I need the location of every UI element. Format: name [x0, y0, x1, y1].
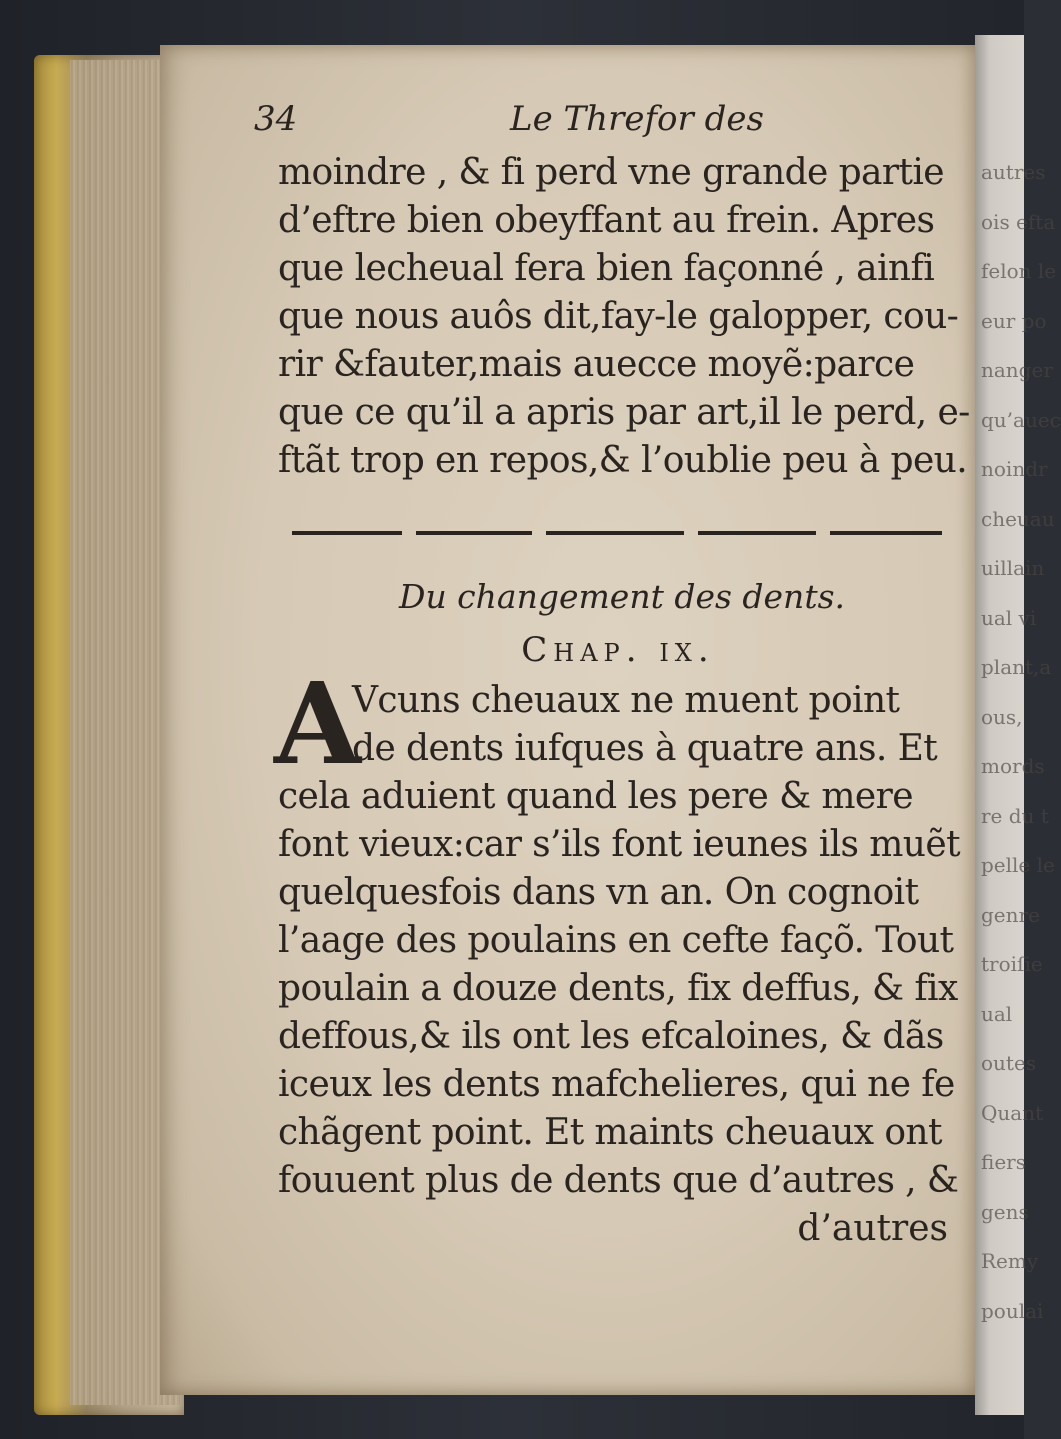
facing-page-text-fragment: autres	[981, 160, 1046, 184]
page-text	[254, 95, 970, 1253]
facing-page-text-fragment: cheuau	[981, 506, 1055, 531]
text-line: quelquesfois dans vn an. On cognoit	[278, 872, 919, 913]
rule-segment	[546, 531, 684, 535]
text-line: ftãt trop en repos,& l’oublie peu à peu.	[278, 440, 968, 481]
facing-page-text-fragment: ual vi	[981, 605, 1037, 630]
text-line: chãgent point. Et maints cheuaux ont	[278, 1112, 942, 1153]
ornamental-rule	[278, 523, 958, 543]
facing-page-text-fragment: nanger	[981, 358, 1053, 382]
text-line: poulain a douze dents, fix deffus, & fix	[278, 968, 958, 1009]
facing-page-text-fragment: plant,a	[981, 655, 1052, 679]
text-line: d’eftre bien obeyffant au frein. Apres	[278, 200, 935, 241]
running-head	[254, 95, 958, 155]
facing-page-text-fragment: gens	[981, 1199, 1029, 1224]
facing-page-text-fragment: pelle le	[981, 853, 1055, 877]
text-line: iceux les dents mafchelieres, qui ne fe	[278, 1064, 955, 1105]
text-line: que ce qu’il a apris par art,il le perd, e-	[278, 392, 970, 433]
rule-segment	[292, 531, 402, 535]
facing-page-text-fragment: uillain	[981, 556, 1045, 580]
facing-page-text-fragment: felon le	[981, 259, 1057, 283]
facing-page-text-fragment: mords	[981, 754, 1045, 778]
facing-page-text-fragment: qu’auec	[981, 407, 1061, 432]
facing-page-text-fragment: genre	[981, 902, 1040, 927]
rule-segment	[416, 531, 532, 535]
text-line: l’aage des poulains en cefte façõ. Tout	[278, 920, 954, 961]
text-line: deffous,& ils ont les efcaloines, & dãs	[278, 1016, 944, 1057]
facing-page-text-fragment: re du t	[981, 803, 1049, 828]
rule-segment	[830, 531, 942, 535]
text-line: que nous auôs dit,fay-le galopper, cou-	[278, 296, 959, 337]
paragraph-continued	[278, 149, 970, 485]
text-line: font vieux:car s’ils font ieunes ils muẽt	[278, 824, 960, 865]
text-line: moindre , & fi perd vne grande partie	[278, 152, 944, 193]
text-line: que lecheual fera bien façonné , ainfi	[278, 248, 935, 289]
facing-page-text-fragment: ois efta	[981, 209, 1056, 234]
text-line: fouuent plus de dents que d’autres , &	[278, 1160, 959, 1201]
facing-page-text-fragment: outes	[981, 1051, 1037, 1075]
facing-page-text-fragment: ual	[981, 1001, 1013, 1026]
facing-page-text-fragment: Remy	[981, 1249, 1039, 1273]
text-line: cela aduient quand les pere & mere	[278, 776, 913, 817]
facing-page-text-fragment: eur po	[981, 308, 1047, 333]
facing-page-fragment	[975, 35, 1061, 1415]
page-number: 34	[254, 99, 298, 139]
chapter-number: Chap. ix.	[521, 630, 715, 670]
chapter-paragraph	[274, 659, 960, 1205]
drop-cap-letter: A	[274, 659, 361, 790]
facing-page-text-fragment: fiers	[981, 1150, 1026, 1174]
rule-segment	[698, 531, 816, 535]
catchword: d’autres	[797, 1208, 948, 1249]
chapter-title: Du changement des dents.	[398, 577, 845, 616]
facing-page-text-fragment: ous,	[981, 704, 1023, 729]
facing-page-text-fragment: poulai	[981, 1298, 1044, 1323]
text-line: rir &fauter,mais auecce moyẽ:parce	[278, 344, 915, 385]
text-line: Vcuns cheuaux ne muent point	[352, 680, 900, 721]
facing-page-text-fragment: Quant	[981, 1100, 1044, 1125]
running-title: Le Threfor des	[510, 99, 764, 139]
text-line: de dents iufques à quatre ans. Et	[352, 728, 938, 769]
facing-page-text-fragment: noindr	[981, 457, 1048, 481]
facing-page-text-fragment: troiſie	[981, 952, 1043, 976]
